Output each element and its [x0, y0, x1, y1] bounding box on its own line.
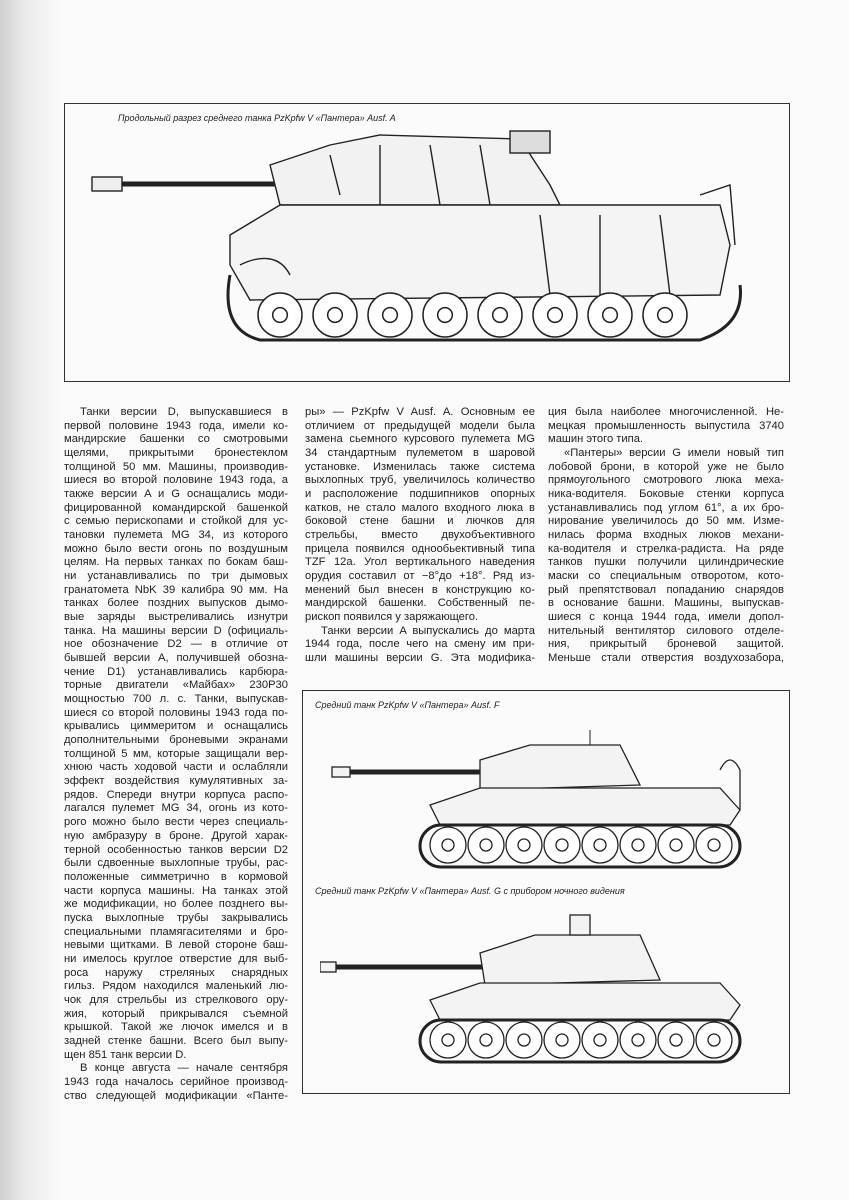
text-line: Танки версии A выпускались до марта: [321, 624, 535, 637]
text-line: первой половине 1943 года, имели ко-: [64, 419, 288, 432]
text-line: Меньше стали отверстия воздухозабора,: [548, 652, 784, 665]
text-line: гильз. Рядом находился маленький лю-: [64, 980, 288, 993]
text-column-3: [548, 406, 784, 666]
wheel-hub: [493, 308, 508, 323]
text-line: мандирские башенки со смотровыми: [64, 433, 288, 446]
text-line: фицированной командирской башенкой: [64, 501, 288, 514]
wheel-hub: [480, 839, 492, 851]
wheel-hub: [442, 839, 454, 851]
text-line: тановки пулемета MG 34, из которого: [64, 529, 288, 542]
text-line: пуска выхлопные трубы закрывались: [64, 911, 288, 924]
scan-edge-shadow: [0, 0, 60, 1200]
text-line: рого можно было вести через специаль-: [64, 816, 288, 829]
wheel-hub: [273, 308, 288, 323]
text-line: дополнительными броневыми экранами: [64, 734, 288, 747]
text-line: терной особенностью танков версии D2: [64, 843, 288, 856]
text-line: ное обозначение D2 — в отличие от: [64, 638, 288, 651]
text-line: Танки версии D, выпускавшиеся в: [80, 406, 288, 418]
text-line: ка-водителя и стрелка-радиста. На ряде: [548, 542, 784, 555]
wheel-hub: [328, 308, 343, 323]
wheel-hub: [670, 839, 682, 851]
wheel-hub: [442, 1034, 454, 1046]
wheel-hub: [594, 1034, 606, 1046]
text-line: лобовой брони, в которой уже не было: [548, 460, 784, 473]
text-line: ника-водителя. Боковые стенки корпуса: [548, 488, 784, 501]
ausf-f-tank-drawing: [320, 730, 770, 880]
text-line: положенные симметрично в кормовой: [64, 870, 288, 883]
text-line: рядов. Спереди внутри корпуса распо-: [64, 788, 288, 801]
wheel-hub: [632, 1034, 644, 1046]
cutaway-tank-drawing: [80, 125, 780, 375]
text-line: лагался пулемет MG 34, огонь из кото-: [64, 802, 288, 815]
text-line: катков, не стало малого входного люка в: [305, 501, 535, 514]
text-line: крышкой. Такой же лючок имелся и в: [64, 1021, 288, 1034]
text-line: 1943 года началось серийное производ-: [64, 1075, 288, 1088]
text-line: установке. Изменилась также система: [305, 460, 535, 473]
text-line: щен 851 танк версии D.: [64, 1048, 187, 1061]
text-line: машин этого типа.: [548, 433, 644, 446]
text-column-2: [305, 406, 535, 666]
text-line: В конце августа — начале сентября: [80, 1062, 288, 1075]
text-line: ни устанавливались по три дымовых: [64, 570, 288, 583]
text-line: шиеся во второй половине 1943 года, а: [64, 474, 288, 487]
wheel-hub: [383, 308, 398, 323]
text-line: стрельбы, вместо двухобъективного: [305, 529, 535, 542]
text-line: жия, который прикрывался съемной: [64, 1007, 288, 1020]
text-line: прицела появился однообьективный типа: [305, 542, 535, 555]
ausf-g-caption: Средний танк PzKpfw V «Пантера» Ausf. G с прибором ночного видения: [315, 886, 625, 896]
text-line: чок для стрельбы из стрелкового ору-: [64, 993, 288, 1006]
wheel-hub: [438, 308, 453, 323]
wheel-hub: [670, 1034, 682, 1046]
text-line: прямоугольного смотрового люка меха-: [548, 474, 784, 487]
text-line: орудия составил от −8°до +18°. Ряд из-: [305, 570, 535, 583]
text-line: эффект воздействия кумулятивных за-: [64, 775, 288, 788]
text-line: крывались циммеритом и оснащались: [64, 720, 288, 733]
text-line: ры» — PzKpfw V Ausf. A. Основным ее: [305, 406, 535, 418]
text-line: хнюю часть ходовой части и ослабляли: [64, 761, 288, 774]
wheel-hub: [708, 839, 720, 851]
text-line: и расположение подшипников опорных: [305, 488, 535, 501]
wheel-hub: [708, 1034, 720, 1046]
text-line: мощностью 700 л. с. Танки, выпускав-: [64, 693, 288, 706]
text-line: мандирской башенки. Собственный пе-: [305, 597, 535, 610]
text-line: танка. На машины версии D (официаль-: [64, 624, 288, 637]
text-line: же модификации, но более позднего вы-: [64, 898, 288, 911]
text-line: нилась форма входных люков механи-: [548, 529, 784, 542]
text-line: нирование увеличилось до 50 мм. Изме-: [548, 515, 784, 528]
text-line: невыми щитками. В левой стороне баш-: [64, 939, 288, 952]
text-line: «Пантеры» версии G имели новый тип: [564, 447, 784, 460]
text-line: бывшей версии A, получившей обозна-: [64, 652, 288, 665]
text-line: маски со специальным отворотом, кото-: [548, 570, 784, 583]
text-line: замена сьемного курсового пулемета MG: [305, 433, 535, 446]
text-line: с семью перископами и стойкой для ус-: [64, 515, 288, 528]
text-line: танках более поздних выпусков дымо-: [64, 597, 288, 610]
text-line: можно было вести огонь по воздушным: [64, 542, 288, 555]
wheel-hub: [518, 839, 530, 851]
wheel-hub: [594, 839, 606, 851]
wheel-hub: [556, 839, 568, 851]
text-line: были сдвоенные выхлопные трубы, рас-: [64, 857, 288, 870]
wheel-hub: [556, 1034, 568, 1046]
text-line: щелями, прикрытыми бронестеклом: [64, 447, 288, 460]
ausf-f-caption: Средний танк PzKpfw V «Пантера» Ausf. F: [315, 700, 500, 710]
cutaway-caption: Продольный разрез среднего танка PzKpfw V «Пантера» Ausf. A: [118, 113, 396, 123]
text-line: специальными пламягасителями и бро-: [64, 925, 288, 938]
text-line: вые заряды выстреливались изнутри: [64, 611, 288, 624]
text-line: торные двигатели «Майбах» 230P30: [64, 679, 288, 692]
text-line: гранатомета NbK 39 калибра 90 мм. На: [64, 583, 288, 596]
text-line: задней стенке башни. Всего был выпу-: [64, 1034, 288, 1047]
wheel-hub: [480, 1034, 492, 1046]
text-line: шиеся с конца 1944 года, имели допол-: [548, 611, 784, 624]
text-line: ство следующей модификации «Панте-: [64, 1089, 288, 1102]
text-line: ную амбразуру в броне. Другой харак-: [64, 829, 288, 842]
text-line: мецкая промышленность выпустила 3740: [548, 419, 784, 432]
text-line: толщиной 50 мм. Машины, производив-: [64, 460, 288, 473]
wheel-hub: [548, 308, 563, 323]
text-line: части корпуса машины. На танках этой: [64, 884, 288, 897]
text-line: ния, прикрытый броневой защитой.: [548, 638, 784, 651]
text-line: отличием от предыдущей модели была: [305, 419, 535, 432]
text-line: также версии A и G оснащались моди-: [64, 488, 288, 501]
text-line: 1944 года, после чего на смену им при-: [305, 638, 535, 651]
text-line: толщиной 5 мм, которые защищали вер-: [64, 747, 288, 760]
text-line: целям. На первых танках по бокам баш-: [64, 556, 288, 569]
text-line: устанавливались под углом 61°, а их бро-: [548, 501, 784, 514]
text-line: ни имелось круглое отверстие для выб-: [64, 952, 288, 965]
text-line: менений был внесен в конструкцию ко-: [305, 583, 535, 596]
wheel-hub: [518, 1034, 530, 1046]
text-line: шли машины версии G. Эта модифика-: [305, 652, 535, 665]
wheel-hub: [632, 839, 644, 851]
text-line: выхлопных труб, увеличилось количество: [305, 474, 535, 487]
text-line: нительный вентилятор силового отделе-: [548, 624, 784, 637]
text-line: в основание башни. Машины, выпускав-: [548, 597, 784, 610]
text-line: танков пушки получили цилиндрические: [548, 556, 784, 569]
text-line: боковой стене башни и лючков для: [305, 515, 535, 528]
text-line: рископ появился у заряжающего.: [305, 611, 479, 624]
wheel-hub: [658, 308, 673, 323]
text-line: TZF 12a. Угол вертикального наведения: [305, 556, 535, 569]
wheel-hub: [603, 308, 618, 323]
text-line: ция была наиболее многочисленной. Не-: [548, 406, 784, 418]
text-line: роса наружу стреляных снарядных: [64, 966, 288, 979]
text-line: рый препятствовал попаданию снарядов: [548, 583, 784, 596]
text-line: чение D1) устанавливались карбюра-: [64, 665, 288, 678]
ausf-g-tank-drawing: [320, 905, 770, 1075]
text-line: шиеся со второй половины 1943 года по-: [64, 706, 288, 719]
text-line: 34 стандартным пулеметом в шаровой: [305, 447, 535, 460]
text-column-1: [64, 406, 288, 1103]
